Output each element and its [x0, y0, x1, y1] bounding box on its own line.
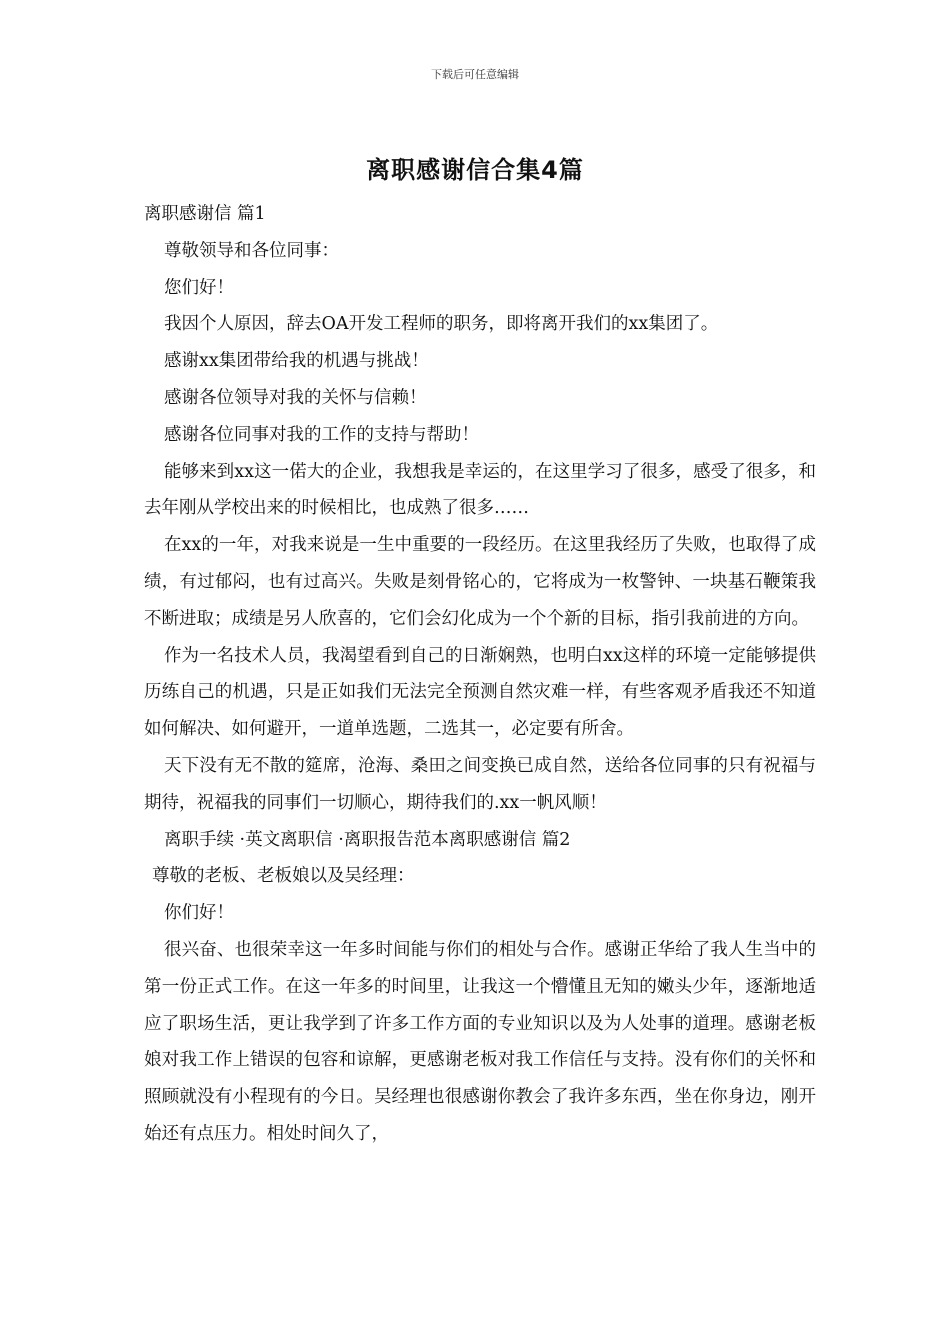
paragraph: 作为一名技术人员，我渴望看到自己的日渐娴熟，也明白xx这样的环境一定能够提供历练自己的机遇，只是正如我们无法完全预测自然灾难一样，有些客观矛盾我还不知道如何解决、如何避开，一道单选题，二选其一，必定要有所舍。 [144, 645, 816, 740]
paragraph: 能够来到xx这一偌大的企业，我想我是幸运的，在这里学习了很多，感受了很多，和去年刚从学校出来的时候相比，也成熟了很多…… [144, 461, 816, 519]
related-links-and-section-heading-2: 离职手续 ·英文离职信 ·离职报告范本离职感谢信 篇2 [164, 829, 571, 850]
salutation: 尊敬领导和各位同事： [164, 240, 339, 261]
paragraph: 我因个人原因，辞去OA开发工程师的职务，即将离开我们的xx集团了。 [164, 314, 719, 335]
header-note: 下载后可任意编辑 [431, 68, 519, 81]
salutation: 尊敬的老板、老板娘以及吴经理： [152, 866, 415, 887]
paragraph: 很兴奋、也很荣幸这一年多时间能与你们的相处与合作。感谢正华给了我人生当中的第一份正式工作。在这一年多的时间里，让我这一个懵懂且无知的嫩头少年，逐渐地适应了职场生活，更让我学到了许多工作方面的专业知识以及为人处事的道理。感谢老板娘对我工作上错误的包容和谅解，更感谢老板对我工作信任与支持。没有你们的关怀和照顾就没有小程现有的今日。吴经理也很感谢你教会了我许多东西，坐在你身边，刚开始还有点压力。相处时间久了， [144, 939, 816, 1144]
paragraph: 天下没有无不散的筵席，沧海、桑田之间变换已成自然，送给各位同事的只有祝福与期待，祝福我的同事们一切顺心，期待我们的.xx一帆风顺！ [144, 755, 816, 813]
document-body [144, 196, 816, 1153]
paragraph: 感谢xx集团带给我的机遇与挑战！ [164, 351, 429, 372]
greeting: 你们好！ [164, 903, 234, 924]
section-heading-1: 离职感谢信 篇1 [144, 204, 266, 224]
paragraph: 感谢各位同事对我的工作的支持与帮助！ [164, 424, 479, 445]
paragraph: 感谢各位领导对我的关怀与信赖！ [164, 387, 427, 408]
greeting: 您们好！ [164, 277, 234, 298]
paragraph: 在xx的一年，对我来说是一生中重要的一段经历。在这里我经历了失败，也取得了成绩，有过郁闷，也有过高兴。失败是刻骨铭心的，它将成为一枚警钟、一块基石鞭策我不断进取；成绩是另人欣喜的，它们会幻化成为一个个新的目标，指引我前进的方向。 [144, 535, 816, 629]
document-title: 离职感谢信合集4篇 [366, 156, 584, 184]
